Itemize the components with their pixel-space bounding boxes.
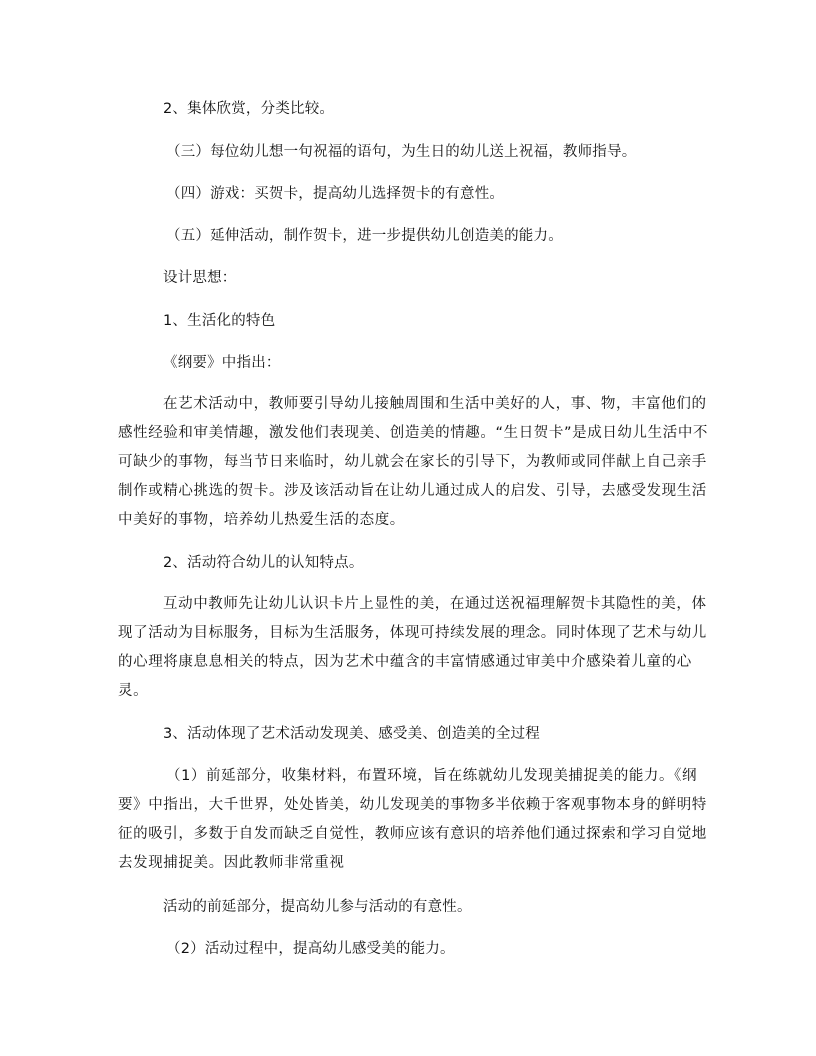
- point-1-heading: 1、生活化的特色: [163, 313, 276, 329]
- activity-process-point: （2）活动过程中，提高幼儿感受美的能力。: [166, 941, 455, 957]
- paragraph-interaction: [118, 590, 707, 706]
- paragraph-line: 灵。: [118, 683, 149, 699]
- paragraph-line: 互动中教师先让幼儿认识卡片上显性的美，在通过送祝福理解贺卡其隐性的美，体: [163, 596, 707, 612]
- paragraph-line: 的心理将康息息相关的特点，因为艺术中蕴含的丰富情感通过审美中介感染着儿童的心: [118, 654, 692, 670]
- pre-extension-continuation: 活动的前延部分，提高幼儿参与活动的有意性。: [163, 899, 472, 915]
- list-item-2-collective-appreciation: 2、集体欣赏，分类比较。: [163, 101, 335, 117]
- paragraph-line: 要》中指出，大千世界，处处皆美，幼儿发现美的事物多半依赖于客观事物本身的鲜明特: [118, 797, 707, 813]
- paragraph-line: 在艺术活动中，教师要引导幼儿接触周围和生活中美好的人，事、物，丰富他们的: [163, 396, 707, 412]
- paragraph-line: 中美好的事物，培养幼儿热爱生活的态度。: [118, 512, 405, 528]
- section-five-extension: （五）延伸活动，制作贺卡，进一步提供幼儿创造美的能力。: [166, 228, 563, 244]
- paragraph-line: 去发现捕捉美。因此教师非常重视: [118, 855, 345, 871]
- paragraph-line: 现了活动为目标服务，目标为生活服务，体现可持续发展的理念。同时体现了艺术与幼儿: [118, 625, 707, 641]
- paragraph-pre-extension: [118, 762, 707, 878]
- point-3-heading: 3、活动体现了艺术活动发现美、感受美、创造美的全过程: [163, 726, 540, 742]
- outline-quote-intro: 《纲要》中指出：: [163, 355, 281, 371]
- section-three-blessing: （三）每位幼儿想一句祝福的语句，为生日的幼儿送上祝福，教师指导。: [166, 144, 637, 160]
- point-2-heading: 2、活动符合幼儿的认知特点。: [163, 555, 364, 571]
- paragraph-line: （1）前延部分，收集材料，布置环境，旨在练就幼儿发现美捕捉美的能力。《纲: [166, 768, 698, 784]
- design-thinking-heading: 设计思想：: [163, 270, 237, 286]
- paragraph-line: 征的吸引，多数于自发而缺乏自觉性，教师应该有意识的培养他们通过探索和学习自觉地: [118, 826, 707, 842]
- paragraph-line: 可缺少的事物，每当节日来临时，幼儿就会在家长的引导下，为教师或同伴献上自己亲手: [118, 454, 707, 470]
- paragraph-line: 感性经验和审美情趣，激发他们表现美、创造美的情趣。“生日贺卡”是成日幼儿生活中不: [118, 425, 709, 441]
- paragraph-line: 制作或精心挑选的贺卡。涉及该活动旨在让幼儿通过成人的启发、引导，去感受发现生活: [118, 483, 707, 499]
- section-four-game: （四）游戏：买贺卡，提高幼儿选择贺卡的有意性。: [166, 186, 505, 202]
- paragraph-art-activity: [118, 390, 709, 535]
